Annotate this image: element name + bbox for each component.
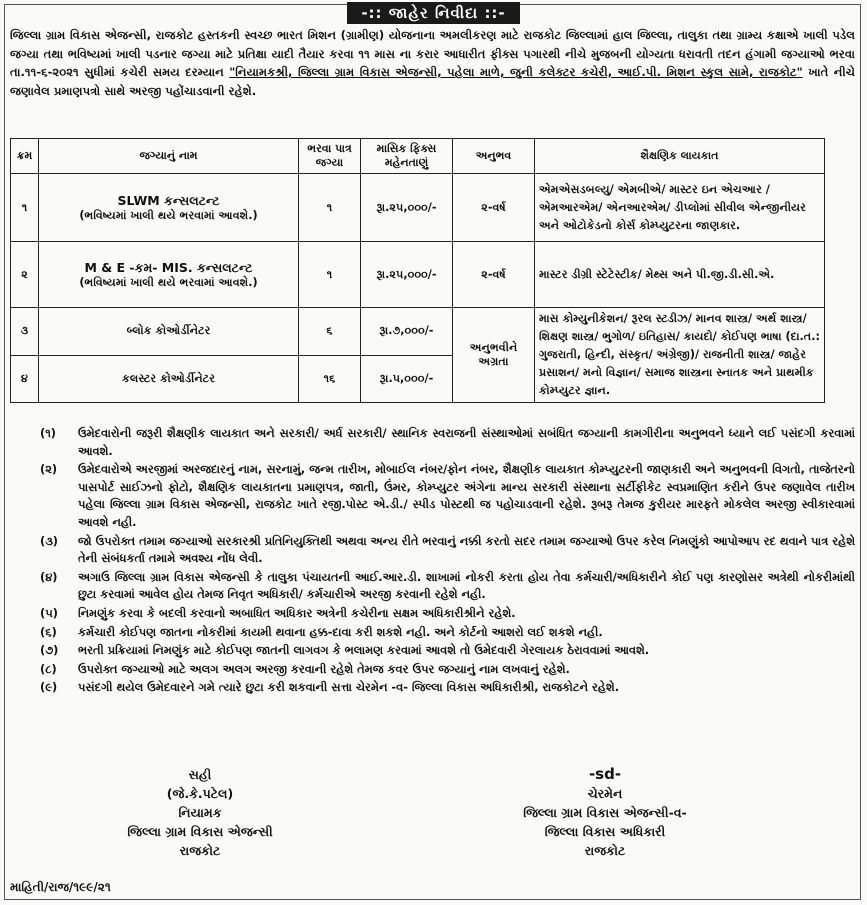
intro-address: "નિયામકશ્રી, જિલ્લા ગ્રામ વિકાસ એજન્સી, પહેલા માળે, જુની કલેક્ટર કચેરી, આઈ.પી. મિશન સ્કુલ સામે, રાજકોટ": [229, 65, 803, 79]
note-number: (૪): [40, 569, 58, 584]
note-text: ઉમેદવારોની જરૂરી શૈક્ષણીક લાયકાત અને સરકારી/ અર્ધ સરકારી/ સ્થાનિક સ્વરાજની સંસ્થાઓમાં સબંધિત જગ્યાની કામગીરીના અનુભવને ધ્યાને લઈ પસંદગી કરવામાં આવશે.: [78, 426, 855, 458]
note-text: પસંદગી થયેલ ઉમેદવારને ગમે ત્યારે છુટા કરી શકવાની સત્તા ચેરમેન -વ- જિલ્લા વિકાસ અધિકારીશ્રી, રાજકોટને રહેશે.: [78, 680, 620, 695]
col-header-pay: માસિક ફિક્સ મહેનતાણું: [361, 139, 453, 174]
signatory-office: જિલ્લા ગ્રામ વિકાસ એજન્સી-વ-: [523, 805, 687, 820]
note-number: (૯): [40, 680, 58, 695]
signatory-city: રાજકોટ: [584, 843, 626, 858]
row-no: ૨: [11, 242, 39, 308]
intro-tail: ખાતે નીચે જણાવેલ પ્રમાણપત્રો સાથે અરજી પહોંચાડવાની રહેશે.: [10, 65, 856, 98]
note-text: જો ઉપરોક્ત તમામ જગ્યાઓ સરકારશ્રી પ્રતિનિયુક્તિથી અથવા અન્ય રીતે ભરવાનું નક્કી કરતો સદર તમામ જગ્યાઓ ઉપર કરેલ નિમણુંકો આપોઆપ રદ થવાને પાત્ર રહેશે તેની સંબંધકર્તા તમામે અવશ્ય નોંધ લેવી.: [78, 533, 855, 566]
conditions-list: [10, 425, 855, 698]
vacancy-table: [10, 138, 825, 403]
row-no: ૪: [11, 355, 39, 403]
note-text: નિમણુંક કરવા કે બદલી કરવાનો અબાધિત અધિકાર અત્રેની કચેરીના સક્ષમ અધિકારીશ્રીને રહેશે.: [78, 605, 516, 620]
table-row: [11, 242, 825, 308]
col-header-edu: શૈક્ષણિક લાયકાત: [535, 139, 825, 174]
note-number: (૬): [40, 624, 57, 639]
row-name: બ્લોક કોઓર્ડીનેટર: [39, 308, 299, 356]
col-header-no: ક્રમ: [11, 139, 39, 174]
list-item: [10, 533, 855, 568]
row-name: કલસ્ટર કોઓર્ડીનેટર: [39, 355, 299, 403]
row-pay: રૂા.૫,૦૦૦/-: [361, 355, 453, 403]
signatory-designation: નિયામક: [178, 805, 222, 820]
note-text: ઉમેદવારોએ અરજીમાં અરજદારનું નામ, સરનામું, જન્મ તારીખ, મોબાઈલ નંબર/ફોન નંબર, શૈક્ષણીક લાયકાત કોમ્પ્યુટરની જાણકારી અને અનુભવની વિગતો, તાજેતરનો પાસપોર્ટ સાઈઝનો ફોટો, શૈક્ષણિક લાયકાતના પ્રમાણપત્ર, જાતી, ઉંમર, કોમ્પ્યુટર અંગેના માન્ય સરકારી સંસ્થાના સર્ટીફીકેટ સ્વપ્રમાણિત કરીને ઉપર જણાવેલ તારીખ પહેલા જિલ્લા ગ્રામ વિકાસ એજન્સી, રાજકોટ ખાતે રજી.પોસ્ટ એ.ડી./ સ્પીડ પોસ્ટથી જ પહોચાડવાની રહેશે. રૂબરૂ તેમજ કુરીયર મારફતે મોકલેલ અરજી સ્વીકારવામાં આવશે નહી.: [78, 462, 855, 529]
list-item: [10, 569, 855, 604]
note-text: ઉપરોક્ત જગ્યાઓ માટે અલગ અલગ અરજી કરવાની રહેશે તેમજ કવર ઉપર જગ્યાનું નામ લખવાનું રહેશે.: [78, 661, 570, 676]
table-row: [11, 174, 825, 242]
note-number: (૮): [40, 661, 57, 676]
intro-paragraph: [10, 26, 855, 100]
reference-number: માહિતી/રાજ/૧૯૯/૨૧: [10, 880, 111, 894]
signatory-office: જિલ્લા ગ્રામ વિકાસ એજન્સી: [127, 824, 273, 839]
list-item: [10, 642, 855, 660]
row-name: SLWM કન્સલટન્ટ: [117, 192, 220, 208]
row-posts: ૬: [299, 308, 361, 356]
row-no: ૩: [11, 308, 39, 356]
row-pay: રૂા.૭,૦૦૦/-: [361, 308, 453, 356]
title-wrap: [0, 2, 867, 24]
sign-label: સહી: [188, 767, 212, 782]
table-header-row: [11, 139, 825, 174]
row-pay: રૂા.૨૫,૦૦૦/-: [361, 174, 453, 242]
signatory-designation: ચેરમેન: [587, 786, 623, 801]
note-number: (૫): [40, 605, 58, 620]
note-number: (૩): [40, 533, 58, 548]
table-row: [11, 308, 825, 356]
row-name: M & E -કમ- MIS. કન્સલટન્ટ: [84, 259, 253, 275]
signatory-chairman: [455, 765, 755, 860]
signatory-city: રાજકોટ: [179, 843, 221, 858]
row-name-cell: [39, 174, 299, 242]
sign-label: -sd-: [588, 765, 622, 783]
note-text: અગાઉ જિલ્લા ગ્રામ વિકાસ એજન્સી કે તાલુકા પંચાયતની આઈ.આર.ડી. શાખામાં નોકરી કરતા હોય તેવા કર્મચારી/અધિકારીને કોઈ પણ કારણોસર અત્રેથી નોકરીમાંથી છુટા કરવામાં આવેલ હોય તેમજ નિવૃત અધિકારી/ કર્મચારીએ અરજી કરવાની રહેશે નહી.: [78, 569, 855, 602]
col-header-posts: ભરવા પાત્ર જગ્યા: [299, 139, 361, 174]
notice-title: -:: જાહેર નિવીદા ::-: [347, 2, 519, 24]
signatory-office-2: જિલ્લા વિકાસ અધિકારી: [544, 824, 666, 839]
row-exp: ૨-વર્ષ: [453, 242, 535, 308]
list-item: [10, 461, 855, 531]
list-item: [10, 605, 855, 623]
row-name-cell: [39, 242, 299, 308]
col-header-exp: અનુભવ: [453, 139, 535, 174]
list-item: [10, 425, 855, 460]
intro-text: જિલ્લા ગ્રામ વિકાસ એજન્સી, રાજકોટ હસ્તકની સ્વચ્છ ભારત મિશન (ગ્રામીણ) યોજનાના અમલીકરણ માટે રાજકોટ જિલ્લામાં હાલ જિલ્લા, તાલુકા તથા ગ્રામ્ય કક્ષાએ ખાલી પડેલ જગ્યા તથા ભવિષ્યમાં ખાલી પડનાર જગ્યા માટે પ્રતિક્ષા યાદી તૈયાર કરવા ૧૧ માસ ના કરાર આધારીત ફીક્સ પગારથી નીચે મુજબની યોગ્યતા ધરાવતી તદન હંગામી જગ્યાઓ ભરવા તા.૧૧-૬-૨૦૨૧ સુધીમાં કચેરી સમય દરમ્યાન: [10, 28, 855, 79]
row-no: ૧: [11, 174, 39, 242]
note-text: કર્મચારી કોઈપણ જાતના નોકરીમાં કાયમી થવાના હક્ક-દાવા કરી શકશે નહી. અને કોર્ટનો આશરો લઈ શકશે નહી.: [78, 624, 603, 639]
note-number: (૭): [40, 643, 59, 658]
note-text: ભરતી પ્રક્રિયામાં નિમણુંક માટે કોઈપણ જાતની લાગવગ કે ભલામણ કરવામાં આવશે તો ઉમેદવારી ગેરલાયક ઠેરાવવામાં આવશે.: [78, 643, 650, 658]
row-exp: ૨-વર્ષ: [453, 174, 535, 242]
row-posts: ૧: [299, 242, 361, 308]
row-name-note: (ભવિષ્યમાં ખાલી થયે ભરવામાં આવશે.): [79, 208, 258, 222]
row-posts: ૧૬: [299, 355, 361, 403]
row-name-note: (ભવિષ્યમાં ખાલી થયે ભરવામાં આવશે.): [79, 275, 258, 289]
list-item: [10, 679, 855, 697]
signatory-name: (જે.કે.પટેલ): [166, 786, 234, 801]
list-item: [10, 624, 855, 642]
signatory-director: [70, 765, 330, 860]
note-number: (૨): [40, 462, 58, 477]
row-edu: માસ્ટર ડીગ્રી સ્ટેટેસ્ટીક/ મેથ્સ અને પી.જી.ડી.સી.એ.: [535, 242, 825, 308]
row-edu: એમએસડબલ્યુ/ એમબીએ/ માસ્ટર ઇન એચઆર / એમઆરએમ/ એનઆરએમ/ ડીપ્લોમાં સીવીલ એન્જીનીયર અને ઓટોકેડનો કોર્સ કોમ્પ્યુટરના જાણકાર.: [535, 174, 825, 242]
col-header-name: જગ્યાનું નામ: [39, 139, 299, 174]
shared-exp: અનુભવીને અગ્રતા: [453, 308, 535, 403]
list-item: [10, 661, 855, 679]
row-pay: રૂા.૨૫,૦૦૦/-: [361, 242, 453, 308]
shared-edu: માસ કોમ્યુનીકેશન/ રૂરલ સ્ટડીઝ/ માનવ શાસ્ત્ર/ અર્થ શાસ્ત્ર/ શિક્ષણ શાસ્ત્ર/ ભુગોળ/ ઇતિહાસ/ કાયદો/ કોઈપણ ભાષા (દા.ત.: ગુજરાતી, હિન્દી, સંસ્કૃત/ અંગ્રેજી)/ રાજનીતી શાસ્ત્ર/ જાહેર પ્રસાશન/ મનો વિજ્ઞાન/ સમાજ શાસ્ત્રના સ્નાતક અને પ્રાથમીક કોમ્પ્યુટર જ્ઞાન.: [535, 308, 825, 403]
row-posts: ૧: [299, 174, 361, 242]
note-number: (૧): [40, 426, 56, 440]
